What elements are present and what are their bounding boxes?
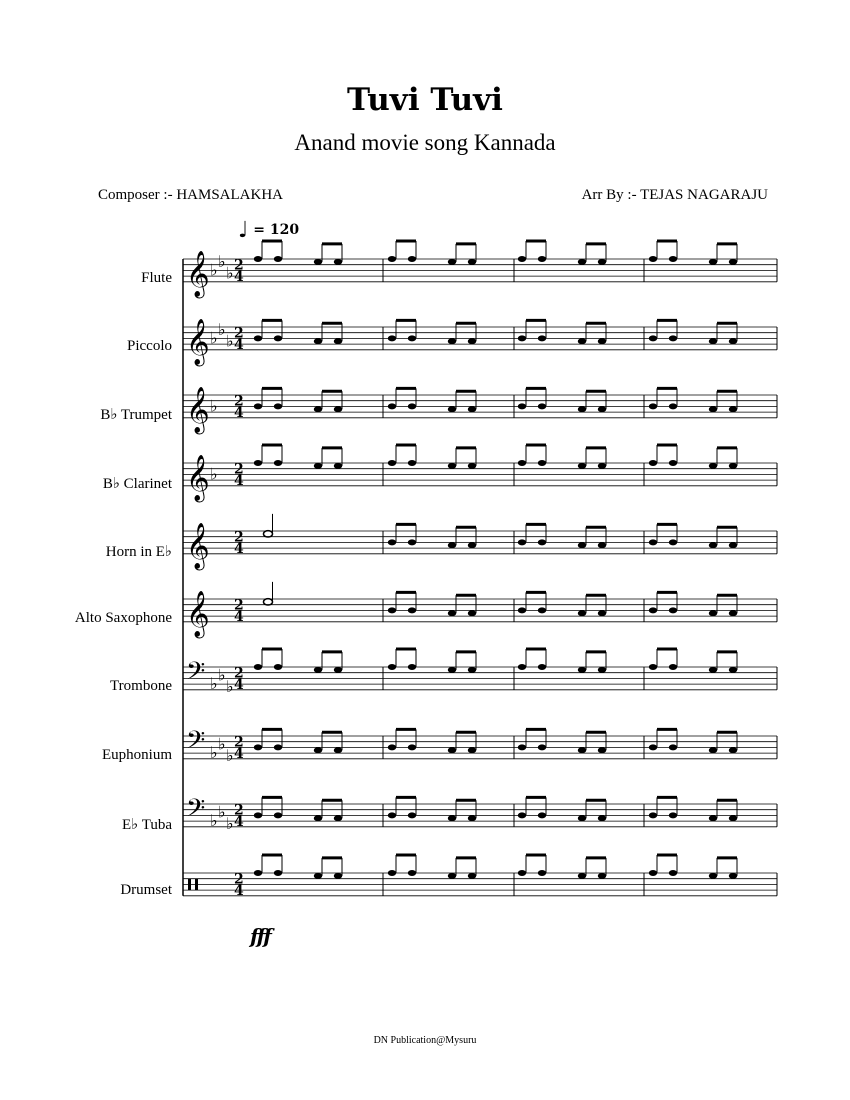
note-head [538,335,546,341]
note-head [408,403,416,409]
flat-icon: ♭ [226,813,234,833]
note-head [274,870,282,876]
note-head [598,610,606,616]
note-head [709,747,717,753]
instrument-label-alto-sax: Alto Saxophone [74,610,172,626]
note-head [669,812,677,818]
note-head [388,460,396,466]
note-head [448,542,456,548]
treble-clef-icon: 𝄞 [186,522,210,569]
note-head [578,873,586,879]
note-head [578,542,586,548]
note-head [538,403,546,409]
flat-icon: ♭ [210,674,218,694]
note-head [578,259,586,265]
note-head [669,870,677,876]
note-head [518,664,526,670]
note-head [538,607,546,613]
note-head [254,664,262,670]
arranger-credit: Arr By :- TEJAS NAGARAJU [581,187,768,203]
note-head [468,610,476,616]
time-signature-bottom: 4 [234,540,244,557]
note-head [598,667,606,673]
instrument-label-horn: Horn in E♭ [105,544,172,560]
percussion-clef-icon [188,879,191,890]
note-head [468,259,476,265]
half-note [264,599,273,605]
note-head [649,744,657,750]
note-head [518,812,526,818]
time-signature-bottom: 4 [234,472,244,489]
note-head [538,812,546,818]
note-head [518,870,526,876]
note-head [709,873,717,879]
note-head [729,406,737,412]
score-title: Tuvi Tuvi [347,82,503,118]
time-signature-top: 2 [234,529,244,546]
note-head [408,664,416,670]
time-signature-top: 2 [234,393,244,410]
percussion-clef-icon [195,879,198,890]
bass-clef-icon: 𝄢 [186,726,206,762]
note-head [598,747,606,753]
note-head [709,815,717,821]
note-head [598,259,606,265]
note-head [254,812,262,818]
note-head [729,463,737,469]
note-head [468,747,476,753]
note-head [649,539,657,545]
treble-clef-icon: 𝄞 [186,590,210,637]
time-signature-top: 2 [234,257,244,274]
note-head [578,667,586,673]
note-head [729,873,737,879]
note-head [729,747,737,753]
note-head [334,463,342,469]
note-head [448,463,456,469]
note-head [388,607,396,613]
time-signature-top: 2 [234,325,244,342]
flat-icon: ♭ [218,802,226,822]
note-head [729,338,737,344]
flat-icon: ♭ [218,251,226,271]
note-head [669,256,677,262]
note-head [448,747,456,753]
note-head [448,667,456,673]
note-head [578,463,586,469]
time-signature-bottom: 4 [234,336,244,353]
note-head [274,335,282,341]
time-signature-top: 2 [234,871,244,888]
note-head [254,870,262,876]
note-head [649,812,657,818]
note-head [314,338,322,344]
note-head [538,664,546,670]
time-signature-bottom: 4 [234,676,244,693]
half-note [264,531,273,537]
time-signature-bottom: 4 [234,608,244,625]
note-head [538,539,546,545]
note-head [408,607,416,613]
flat-icon: ♭ [218,734,226,754]
time-signature-top: 2 [234,461,244,478]
flat-icon: ♭ [226,263,234,283]
treble-clef-icon: 𝄞 [186,318,210,365]
note-head [408,460,416,466]
note-head [388,335,396,341]
note-head [709,338,717,344]
note-head [408,256,416,262]
note-head [274,256,282,262]
note-head [669,403,677,409]
note-head [334,406,342,412]
note-head [649,870,657,876]
note-head [468,542,476,548]
note-head [254,403,262,409]
note-head [578,747,586,753]
time-signature-top: 2 [234,597,244,614]
note-head [314,873,322,879]
instrument-label-euphonium: Euphonium [102,747,172,763]
note-head [468,463,476,469]
note-head [598,406,606,412]
note-head [334,259,342,265]
time-signature-top: 2 [234,734,244,751]
note-head [538,870,546,876]
note-head [578,815,586,821]
note-head [729,610,737,616]
note-head [538,256,546,262]
note-head [334,747,342,753]
note-head [388,812,396,818]
flat-icon: ♭ [210,743,218,763]
note-head [578,338,586,344]
note-head [669,335,677,341]
instrument-label-drumset: Drumset [120,882,172,898]
note-head [408,744,416,750]
note-head [538,744,546,750]
note-head [518,539,526,545]
note-head [314,463,322,469]
note-head [729,542,737,548]
flat-icon: ♭ [210,464,218,484]
time-signature-bottom: 4 [234,404,244,421]
treble-clef-icon: 𝄞 [186,250,210,297]
flat-icon: ♭ [210,811,218,831]
note-head [274,403,282,409]
note-head [448,259,456,265]
note-head [649,664,657,670]
instrument-label-trumpet: B♭ Trumpet [100,407,172,423]
note-head [709,463,717,469]
note-head [649,460,657,466]
note-head [669,607,677,613]
note-head [314,815,322,821]
note-head [254,335,262,341]
quarter-note-icon: ♩ [238,218,249,243]
note-head [709,610,717,616]
instrument-label-trombone: Trombone [110,678,172,694]
flat-icon: ♭ [226,331,234,351]
note-head [729,259,737,265]
time-signature-top: 2 [234,802,244,819]
treble-clef-icon: 𝄞 [186,454,210,501]
note-head [448,873,456,879]
note-head [314,259,322,265]
note-head [709,667,717,673]
flat-icon: ♭ [210,328,218,348]
note-head [388,870,396,876]
note-head [448,815,456,821]
note-head [388,403,396,409]
note-head [518,256,526,262]
note-head [669,539,677,545]
note-head [314,747,322,753]
note-head [254,744,262,750]
time-signature-bottom: 4 [234,882,244,899]
note-head [649,335,657,341]
note-head [448,338,456,344]
note-head [598,338,606,344]
note-head [388,744,396,750]
note-head [408,812,416,818]
note-head [408,539,416,545]
note-head [274,664,282,670]
note-head [538,460,546,466]
note-head [518,744,526,750]
note-head [314,667,322,673]
flat-icon: ♭ [210,396,218,416]
flat-icon: ♭ [226,676,234,696]
note-head [518,607,526,613]
note-head [709,542,717,548]
note-head [578,406,586,412]
note-head [274,744,282,750]
note-head [518,460,526,466]
note-head [334,667,342,673]
treble-clef-icon: 𝄞 [186,386,210,433]
note-head [254,460,262,466]
note-head [468,815,476,821]
note-head [468,338,476,344]
flat-icon: ♭ [218,665,226,685]
note-head [408,335,416,341]
note-head [388,256,396,262]
note-head [598,815,606,821]
instrument-label-tuba: E♭ Tuba [121,817,172,833]
bass-clef-icon: 𝄢 [186,794,206,830]
note-head [468,406,476,412]
note-head [518,403,526,409]
note-head [669,460,677,466]
time-signature-bottom: 4 [234,813,244,830]
note-head [408,870,416,876]
instrument-label-flute: Flute [141,270,172,286]
bass-clef-icon: 𝄢 [186,657,206,693]
note-head [334,873,342,879]
time-signature-bottom: 4 [234,268,244,285]
note-head [518,335,526,341]
instrument-label-clarinet: B♭ Clarinet [102,476,172,492]
note-head [448,610,456,616]
flat-icon: ♭ [210,260,218,280]
note-head [578,610,586,616]
note-head [709,406,717,412]
composer-credit: Composer :- HAMSALAKHA [98,187,283,203]
time-signature-bottom: 4 [234,745,244,762]
publisher-footer: DN Publication@Mysuru [373,1035,477,1046]
note-head [468,667,476,673]
time-signature-top: 2 [234,665,244,682]
instrument-label-piccolo: Piccolo [127,338,172,354]
note-head [388,539,396,545]
note-head [314,406,322,412]
note-head [729,815,737,821]
note-head [649,256,657,262]
note-head [254,256,262,262]
note-head [649,403,657,409]
dynamic-marking: fff [250,924,270,948]
note-head [598,542,606,548]
note-head [274,812,282,818]
tempo-value: = 120 [253,222,300,238]
score-subtitle: Anand movie song Kannada [294,130,556,155]
flat-icon: ♭ [218,319,226,339]
note-head [598,463,606,469]
note-head [334,338,342,344]
note-head [598,873,606,879]
note-head [388,664,396,670]
note-head [669,744,677,750]
note-head [448,406,456,412]
note-head [669,664,677,670]
note-head [468,873,476,879]
flat-icon: ♭ [226,745,234,765]
note-head [649,607,657,613]
note-head [729,667,737,673]
note-head [334,815,342,821]
note-head [709,259,717,265]
note-head [274,460,282,466]
